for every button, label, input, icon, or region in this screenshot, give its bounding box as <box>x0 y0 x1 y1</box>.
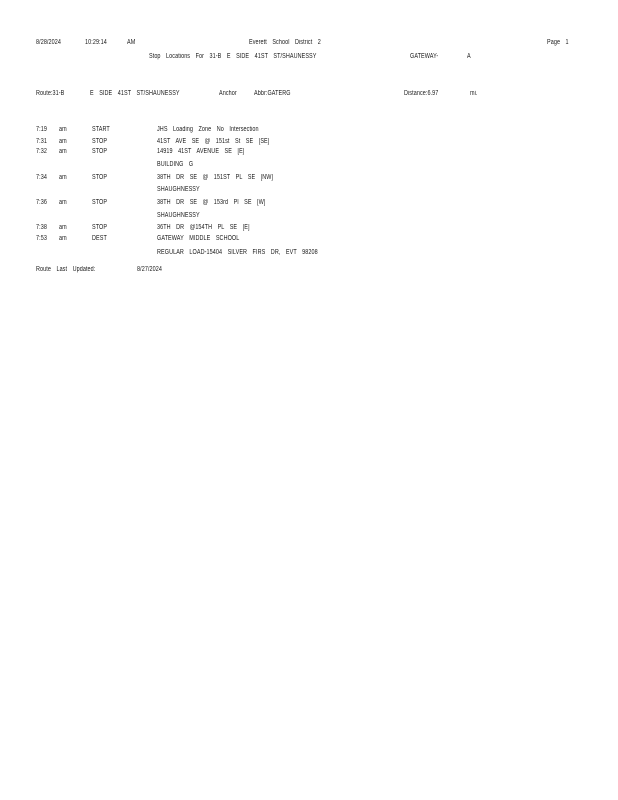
stop-ampm: am <box>59 174 67 181</box>
page-number: Page 1 <box>547 39 569 46</box>
stop-type: STOP <box>92 224 108 231</box>
route-updated-label: Route Last Updated: <box>36 266 96 273</box>
route-description: E SIDE 41ST ST/SHAUNESSY <box>90 90 180 97</box>
stop-type: STOP <box>92 199 108 206</box>
route-label: Route:31-B <box>36 90 65 97</box>
stop-ampm: am <box>59 199 67 206</box>
stop-location: 38TH DR SE @ 153rd Pl SE [W] <box>157 199 266 206</box>
report-date: 8/28/2024 <box>36 39 61 46</box>
stop-ampm: am <box>59 126 67 133</box>
distance-unit: mi. <box>470 90 478 97</box>
route-updated-date: 8/27/2024 <box>137 266 162 273</box>
stop-location: 38TH DR SE @ 151ST PL SE [NW] <box>157 174 274 181</box>
stop-ampm: am <box>59 148 67 155</box>
distance-label: Distance:6.97 <box>404 90 439 97</box>
stop-location-detail: SHAUGHNESSY <box>157 212 200 219</box>
stop-location: 41ST AVE SE @ 151st St SE [SE] <box>157 138 270 145</box>
stop-type: STOP <box>92 174 108 181</box>
report-subtitle: Stop Locations For 31-B E SIDE 41ST ST/SHAUNESSY <box>149 53 317 60</box>
stop-time: 7:38 <box>36 224 47 231</box>
stop-time: 7:36 <box>36 199 47 206</box>
stop-time: 7:19 <box>36 126 47 133</box>
stop-ampm: am <box>59 138 67 145</box>
abbr-label: Abbr:GATERG <box>254 90 291 97</box>
stop-type: START <box>92 126 110 133</box>
subtitle-end: A <box>467 53 471 60</box>
stop-location: JHS Loading Zone No Intersection <box>157 126 259 133</box>
stop-location: 36TH DR @154TH PL SE [E] <box>157 224 250 231</box>
stop-location: GATEWAY MIDDLE SCHOOL <box>157 235 240 242</box>
stop-ampm: am <box>59 235 67 242</box>
stop-location: 14919 41ST AVENUE SE [E] <box>157 148 245 155</box>
subtitle-destination: GATEWAY- <box>410 53 439 60</box>
report-ampm: AM <box>127 39 136 46</box>
stop-time: 7:31 <box>36 138 47 145</box>
stop-type: STOP <box>92 148 108 155</box>
stop-type: DEST <box>92 235 107 242</box>
stop-type: STOP <box>92 138 108 145</box>
stop-time: 7:53 <box>36 235 47 242</box>
stop-time: 7:34 <box>36 174 47 181</box>
report-time: 10:29:14 <box>85 39 107 46</box>
anchor-label: Anchor <box>219 90 237 97</box>
stop-ampm: am <box>59 224 67 231</box>
stop-location-detail: SHAUGHNESSY <box>157 186 200 193</box>
stop-location-detail: BUILDING G <box>157 161 194 168</box>
stop-time: 7:32 <box>36 148 47 155</box>
stop-location-detail: REGULAR LOAD-15404 SILVER FIRS DR, EVT 98208 <box>157 249 318 256</box>
district-title: Everett School District 2 <box>249 39 321 46</box>
